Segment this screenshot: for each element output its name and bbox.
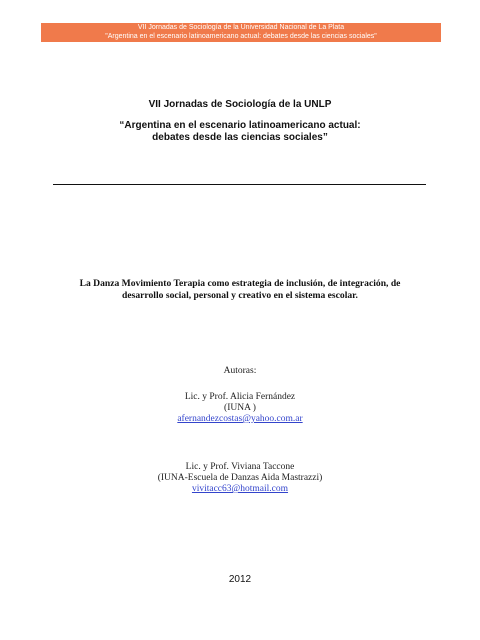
publication-year: 2012 bbox=[228, 574, 252, 585]
author-name: Lic. y Prof. Alicia Fernández bbox=[184, 392, 296, 402]
author-block-1 bbox=[0, 392, 480, 425]
conference-subtitle-line-2: debates desde las ciencias sociales” bbox=[152, 132, 328, 143]
banner-line-1: VII Jornadas de Sociología de la Universidad Nacional de La Plata bbox=[137, 24, 345, 31]
paper-title bbox=[60, 278, 420, 301]
paper-title-line-1: La Danza Movimiento Terapia como estrategia de inclusión, de integración, de bbox=[79, 278, 401, 289]
header-banner bbox=[41, 23, 441, 42]
author-email-link[interactable]: afernandezcostas@yahoo.com.ar bbox=[177, 414, 303, 424]
author-email-link[interactable]: vivitacc63@hotmail.com bbox=[191, 484, 289, 494]
conference-subtitle bbox=[0, 120, 480, 144]
horizontal-rule bbox=[53, 184, 426, 185]
paper-title-line-2: desarrollo social, personal y creativo en el sistema escolar. bbox=[122, 289, 358, 301]
author-affiliation: (IUNA ) bbox=[224, 403, 256, 413]
author-affiliation: (IUNA-Escuela de Danzas Aida Mastrazzi) bbox=[157, 473, 323, 483]
conference-subtitle-line-1: “Argentina en el escenario latinoamericano actual: bbox=[119, 120, 361, 131]
banner-line-2: "Argentina en el escenario latinoamericano actual: debates desde las ciencias sociales" bbox=[105, 32, 377, 40]
conference-title: VII Jornadas de Sociología de la UNLP bbox=[148, 99, 332, 110]
author-block-2 bbox=[0, 462, 480, 495]
author-name: Lic. y Prof. Viviana Taccone bbox=[185, 462, 295, 472]
authors-label: Autoras: bbox=[223, 366, 257, 376]
